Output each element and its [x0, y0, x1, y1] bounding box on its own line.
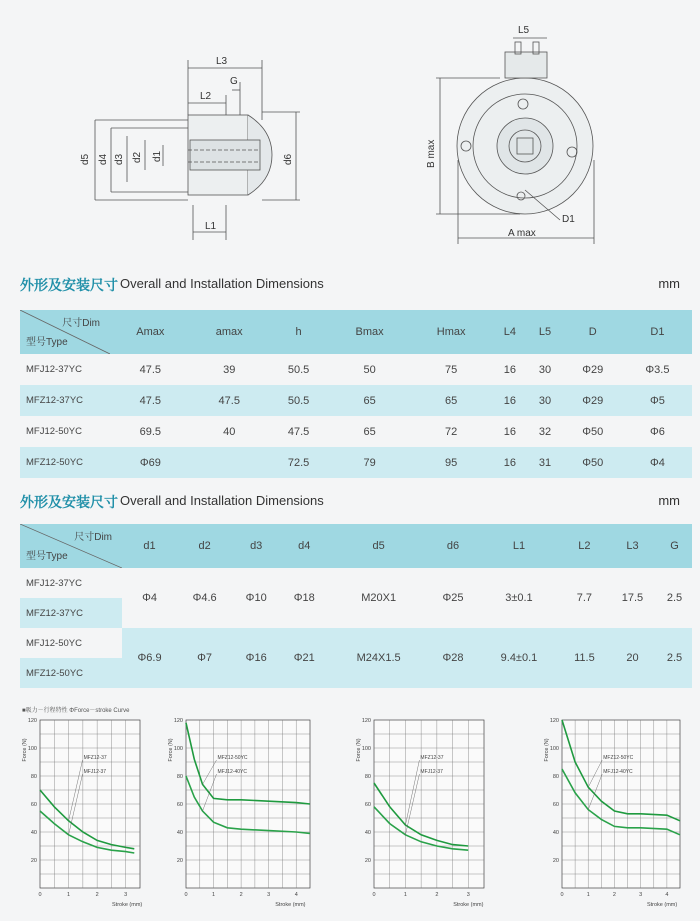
- table-cell: 16: [503, 425, 517, 438]
- table-cell: Φ28: [429, 628, 477, 688]
- section2-title-cn: 外形及安装尺寸: [20, 494, 118, 510]
- table-cell: 79: [363, 456, 376, 469]
- y-tick-label: 80: [30, 774, 37, 780]
- x-axis-label: Stroke (mm): [112, 902, 143, 908]
- y-tick-label: 100: [173, 746, 183, 752]
- table-cell: Φ6.9: [122, 628, 177, 688]
- table-row: [20, 628, 692, 658]
- table-row: [20, 416, 692, 447]
- x-tick-label: 3: [124, 892, 128, 898]
- y-tick-label: 80: [364, 774, 371, 780]
- force-chart: [544, 718, 680, 908]
- table-cell: 3±0.1: [505, 592, 533, 604]
- label-d6: d6: [283, 153, 294, 165]
- label-G: G: [230, 76, 238, 87]
- table1-col-header: L4: [503, 326, 517, 338]
- label-d5: d5: [80, 153, 91, 165]
- y-tick-label: 60: [364, 802, 371, 808]
- table-row: [20, 447, 692, 478]
- force-chart: [356, 718, 484, 908]
- x-tick-label: 2: [239, 892, 243, 898]
- table-cell: 50: [363, 363, 376, 376]
- y-tick-label: 20: [364, 858, 371, 864]
- table-cell: 95: [445, 456, 458, 469]
- table1-col-header: D: [588, 326, 597, 338]
- label-L2: L2: [200, 91, 212, 102]
- series-label: MFJ12-40YC: [603, 769, 633, 775]
- x-tick-label: 0: [184, 892, 188, 898]
- section2-header: [20, 492, 680, 514]
- table-cell: 75: [445, 363, 458, 376]
- table-cell: Φ50: [582, 425, 604, 438]
- label-Bmax: B max: [426, 139, 437, 168]
- type-cell: MFJ12-50YC: [26, 426, 82, 437]
- table-cell: 50.5: [287, 363, 310, 376]
- table1-corner-cell: [20, 310, 110, 354]
- table-cell: 65: [445, 394, 458, 407]
- table-cell: [191, 447, 268, 478]
- y-tick-label: 20: [552, 858, 559, 864]
- table-cell: 2.5: [657, 628, 692, 688]
- type-cell: MFJ12-37YC: [26, 364, 82, 375]
- table2-col-header: d2: [198, 540, 211, 552]
- table-cell: 16: [503, 456, 517, 469]
- y-tick-label: 100: [361, 746, 371, 752]
- type-cell: MFZ12-37YC: [26, 395, 84, 406]
- table-cell: Φ29: [582, 363, 604, 376]
- table-cell: 16: [503, 363, 517, 376]
- series-label: MFJ12-37: [420, 769, 443, 775]
- y-axis-label: Force (N): [22, 738, 28, 762]
- x-axis-label: Stroke (mm): [275, 902, 306, 908]
- force-chart: [168, 718, 310, 908]
- series-label: MFJ12-40YC: [217, 769, 247, 775]
- table-cell: 50.5: [287, 394, 310, 407]
- table2-col-header: d6: [446, 540, 460, 552]
- dimensions-table-2: [20, 524, 692, 688]
- table-cell: Φ16: [232, 628, 280, 688]
- type-cell: MFJ12-37YC: [26, 577, 82, 589]
- force-chart: [22, 718, 142, 908]
- table-cell: Φ69: [139, 456, 161, 469]
- table-cell: Φ10: [245, 592, 267, 604]
- y-tick-label: 40: [552, 830, 559, 836]
- table1-col-header: L5: [538, 326, 552, 338]
- label-d1: d1: [152, 150, 163, 162]
- series-label: MFZ12-37: [83, 755, 107, 761]
- technical-drawing: [0, 0, 700, 260]
- table-cell: 9.4±0.1: [477, 628, 561, 688]
- section2-title-en: Overall and Installation Dimensions: [120, 493, 324, 508]
- table-cell: 47.5: [287, 425, 310, 438]
- section2-unit: mm: [658, 493, 680, 508]
- x-tick-label: 4: [665, 892, 669, 898]
- y-axis-label: Force (N): [544, 738, 550, 762]
- type-cell: MFZ12-37YC: [26, 607, 84, 619]
- table-cell: 47.5: [139, 394, 162, 407]
- table-cell: Φ18: [293, 592, 315, 604]
- y-tick-label: 120: [361, 718, 371, 724]
- x-tick-label: 3: [267, 892, 271, 898]
- table-cell: Φ21: [280, 628, 328, 688]
- x-tick-label: 0: [38, 892, 42, 898]
- table-cell: 72: [445, 425, 458, 438]
- table2-col-header: d5: [372, 540, 385, 552]
- table-cell: M20X1: [361, 592, 397, 604]
- table-row: [20, 354, 692, 385]
- series-label: MFZ12-50YC: [603, 755, 634, 761]
- section1-header: [20, 275, 680, 297]
- table-cell: M24X1.5: [328, 628, 429, 688]
- type-cell: MFZ12-50YC: [26, 457, 84, 468]
- chart-caption: ■吸力－行程特性 ΦForce－stroke Curve: [22, 708, 130, 714]
- series-label: MFZ12-50YC: [217, 755, 248, 761]
- table-cell: 65: [363, 394, 376, 407]
- label-L5: L5: [518, 25, 530, 36]
- x-tick-label: 2: [435, 892, 439, 898]
- x-tick-label: 1: [403, 892, 407, 898]
- series-label: MFZ12-37: [420, 755, 444, 761]
- table-cell: 31: [538, 456, 552, 469]
- table-cell: 30: [538, 363, 552, 376]
- table-cell: 16: [503, 394, 517, 407]
- x-tick-label: 3: [466, 892, 470, 898]
- label-d2: d2: [132, 151, 143, 163]
- table-cell: 39: [223, 363, 236, 376]
- x-tick-label: 0: [560, 892, 564, 898]
- table-cell: Φ25: [442, 592, 464, 604]
- table2-col-header: L3: [626, 540, 639, 552]
- y-tick-label: 100: [27, 746, 37, 752]
- x-axis-label: Stroke (mm): [453, 902, 484, 908]
- table2-col-header: G: [670, 540, 679, 552]
- table1-col-header: h: [295, 326, 302, 338]
- table-cell: 47.5: [139, 363, 162, 376]
- table2-col-header: d1: [143, 540, 156, 552]
- table1-col-header: amax: [215, 326, 243, 338]
- x-tick-label: 1: [67, 892, 71, 898]
- y-tick-label: 40: [30, 830, 37, 836]
- y-tick-label: 80: [552, 774, 559, 780]
- table-cell: Φ29: [582, 394, 604, 407]
- table2-header-dim: 尺寸Dim: [74, 532, 112, 543]
- table2-corner-cell: [20, 524, 122, 568]
- table-cell: 65: [363, 425, 376, 438]
- x-tick-label: 3: [639, 892, 643, 898]
- table-cell: 11.5: [561, 628, 608, 688]
- y-tick-label: 80: [176, 774, 183, 780]
- table-cell: Φ6: [649, 425, 665, 438]
- y-axis-label: Force (N): [168, 738, 174, 762]
- x-tick-label: 0: [372, 892, 376, 898]
- section1-title-en: Overall and Installation Dimensions: [120, 276, 324, 291]
- table-cell: Φ4.6: [192, 592, 217, 604]
- x-tick-label: 1: [586, 892, 590, 898]
- table-cell: Φ3.5: [645, 363, 670, 376]
- y-tick-label: 20: [30, 858, 37, 864]
- y-tick-label: 20: [176, 858, 183, 864]
- table1-col-header: Amax: [136, 326, 165, 338]
- x-axis-label: Stroke (mm): [646, 902, 678, 908]
- table-cell: Φ5: [649, 394, 665, 407]
- label-L3: L3: [216, 56, 228, 67]
- type-cell: MFJ12-50YC: [26, 637, 82, 649]
- table1-col-header: Hmax: [436, 326, 466, 338]
- y-tick-label: 60: [30, 802, 37, 808]
- table-cell: 20: [608, 628, 657, 688]
- y-tick-label: 60: [176, 802, 183, 808]
- label-Amax: A max: [508, 228, 536, 239]
- y-tick-label: 60: [552, 802, 559, 808]
- label-L1: L1: [205, 221, 217, 232]
- table2-col-header: L1: [512, 540, 526, 552]
- table1-col-header: D1: [650, 326, 665, 338]
- table-cell: 30: [538, 394, 552, 407]
- table1-header-row: [20, 310, 692, 354]
- force-stroke-charts: [0, 700, 700, 921]
- y-tick-label: 120: [549, 718, 559, 724]
- y-tick-label: 40: [364, 830, 371, 836]
- table-cell: 32: [538, 425, 552, 438]
- table-cell: 2.5: [666, 592, 683, 604]
- type-cell: MFZ12-50YC: [26, 667, 84, 679]
- y-axis-label: Force (N): [356, 738, 362, 762]
- table-cell: 40: [223, 425, 236, 438]
- table2-col-header: d4: [298, 540, 311, 552]
- series-label: MFJ12-37: [83, 769, 107, 775]
- table-row: [20, 568, 692, 598]
- table-cell: Φ50: [582, 456, 604, 469]
- label-D1: D1: [562, 214, 575, 225]
- section1-unit: mm: [658, 276, 680, 291]
- table-cell: Φ4: [649, 456, 665, 469]
- table2-col-header: L2: [578, 540, 591, 552]
- x-tick-label: 2: [612, 892, 616, 898]
- x-tick-label: 1: [212, 892, 216, 898]
- dimensions-table-1: [20, 310, 692, 478]
- table1-col-header: Bmax: [355, 326, 384, 338]
- label-d4: d4: [98, 153, 109, 165]
- label-d3: d3: [114, 153, 125, 165]
- table2-header-row: [20, 524, 692, 568]
- y-tick-label: 40: [176, 830, 183, 836]
- table-cell: 7.7: [576, 592, 593, 604]
- x-tick-label: 2: [95, 892, 99, 898]
- section1-title-cn: 外形及安装尺寸: [20, 277, 118, 293]
- table-row: [20, 385, 692, 416]
- table-cell: 47.5: [218, 394, 240, 407]
- table-cell: Φ7: [177, 628, 232, 688]
- x-tick-label: 4: [294, 892, 298, 898]
- table2-header-type: 型号Type: [26, 551, 68, 562]
- y-tick-label: 120: [27, 718, 37, 724]
- table-cell: 72.5: [287, 456, 310, 469]
- table-cell: 17.5: [621, 592, 644, 604]
- table1-header-dim: 尺寸Dim: [62, 318, 100, 329]
- table-cell: 69.5: [139, 425, 162, 438]
- y-tick-label: 120: [173, 718, 183, 724]
- table-cell: Φ4: [142, 592, 157, 604]
- table1-header-type: 型号Type: [26, 337, 68, 348]
- y-tick-label: 100: [549, 746, 559, 752]
- table2-col-header: d3: [250, 540, 263, 552]
